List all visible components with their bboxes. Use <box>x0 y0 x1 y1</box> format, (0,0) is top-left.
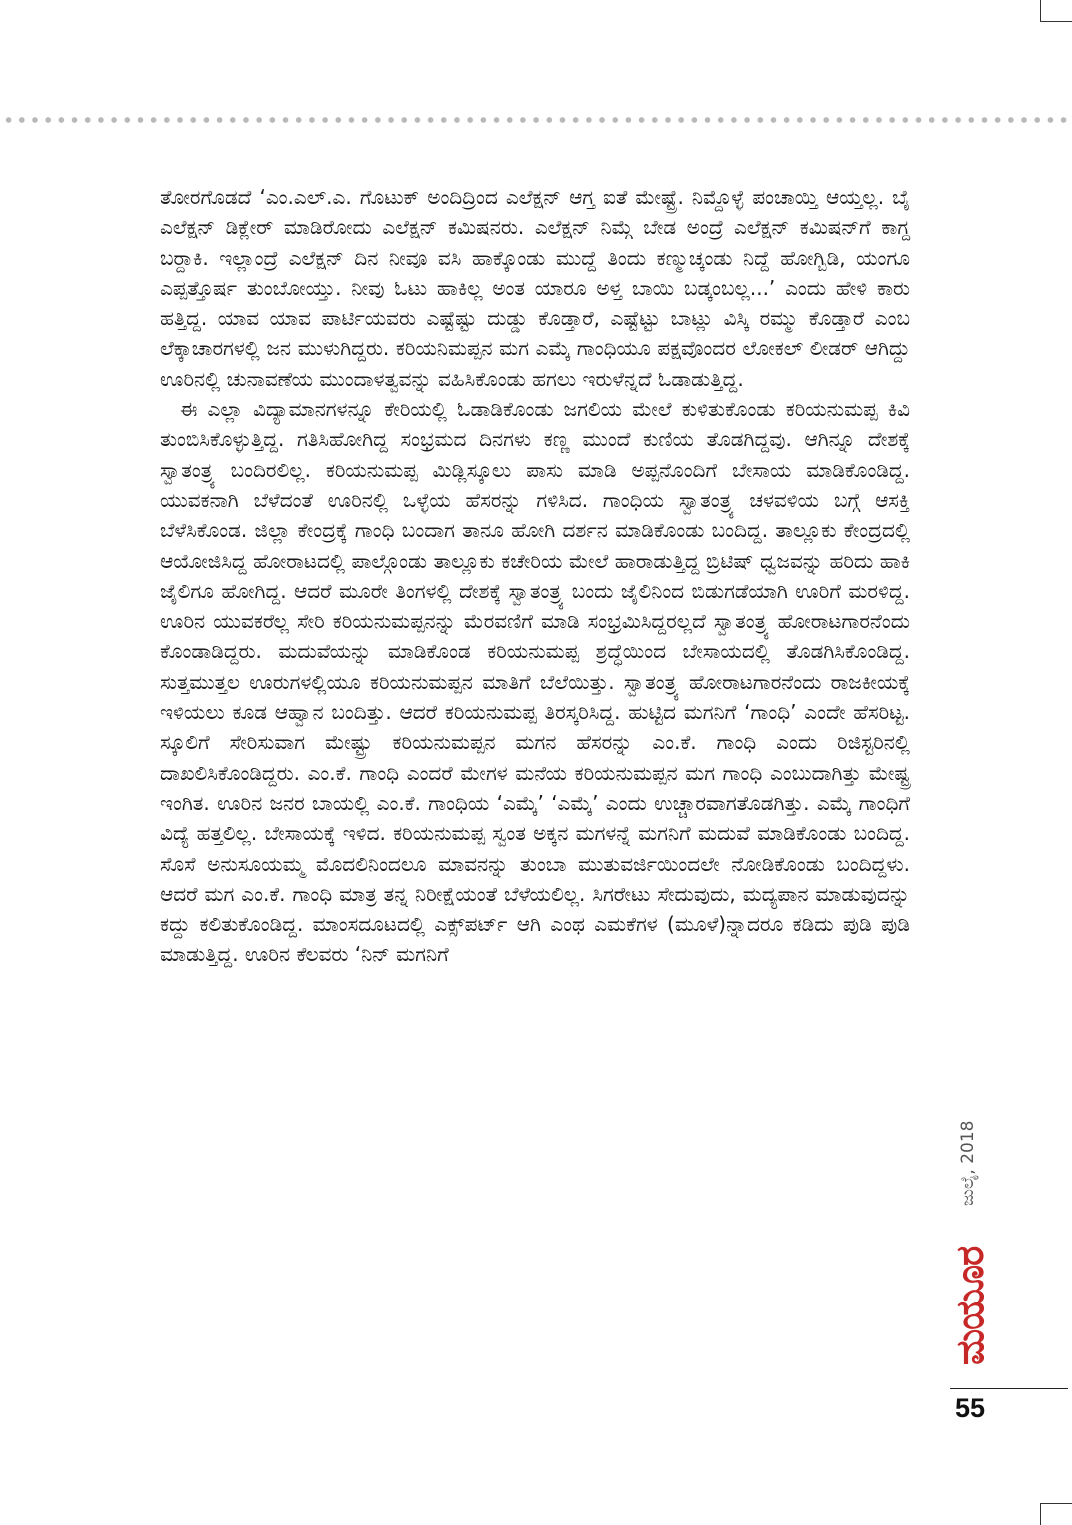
page-number: 55 <box>955 1393 986 1423</box>
issue-date: ಜುಲೈ, 2018 <box>958 1120 978 1206</box>
paragraph: ಈ ಎಲ್ಲಾ ವಿದ್ಯಾಮಾನಗಳನ್ನೂ ಕೇರಿಯಲ್ಲಿ ಓಡಾಡಿಕೊಂಡು ಜಗಲಿಯ ಮೇಲೆ ಕುಳಿತುಕೊಂಡು ಕರಿಯನುಮಪ್ಪ ಕಿವಿ ತುಂಬಿಸಿಕೊಳ್ಳುತ್ತಿದ್ದ. ಗತಿಸಿಹೋಗಿದ್ದ ಸಂಭ್ರಮದ ದಿನಗಳು ಕಣ್ಣ ಮುಂದೆ ಕುಣಿಯ ತೊಡಗಿದ್ದವು. ಆಗಿನ್ನೂ ದೇಶಕ್ಕೆ ಸ್ವಾತಂತ್ರ್ಯ ಬಂದಿರಲಿಲ್ಲ. ಕರಿಯನುಮಪ್ಪ ಮಿಡ್ಲಿಸ್ಕೂಲು ಪಾಸು ಮಾಡಿ ಅಪ್ಪನೊಂದಿಗೆ ಬೇಸಾಯ ಮಾಡಿಕೊಂಡಿದ್ದ. ಯುವಕನಾಗಿ ಬೆಳೆದಂತೆ ಊರಿನಲ್ಲಿ ಒಳ್ಳೆಯ ಹೆಸರನ್ನು ಗಳಿಸಿದ. ಗಾಂಧಿಯ ಸ್ವಾತಂತ್ರ್ಯ ಚಳವಳಿಯ ಬಗ್ಗೆ ಆಸಕ್ತಿ ಬೆಳೆಸಿಕೊಂಡ. ಜಿಲ್ಲಾ ಕೇಂದ್ರಕ್ಕೆ ಗಾಂಧಿ ಬಂದಾಗ ತಾನೂ ಹೋಗಿ ದರ್ಶನ ಮಾಡಿಕೊಂಡು ಬಂದಿದ್ದ. ತಾಲ್ಲೂಕು ಕೇಂದ್ರದಲ್ಲಿ ಆಯೋಜಿಸಿದ್ದ ಹೋರಾಟದಲ್ಲಿ ಪಾಲ್ಗೊಂಡು ತಾಲ್ಲೂಕು ಕಚೇರಿಯ ಮೇಲೆ ಹಾರಾಡುತ್ತಿದ್ದ ಬ್ರಿಟಿಷ್ ಧ್ವಜವನ್ನು ಹರಿದು ಹಾಕಿ ಜೈಲಿಗೂ ಹೋಗಿದ್ದ. ಆದರೆ ಮೂರೇ ತಿಂಗಳಲ್ಲಿ ದೇಶಕ್ಕೆ ಸ್ವಾತಂತ್ರ್ಯ ಬಂದು ಜೈಲಿನಿಂದ ಬಿಡುಗಡೆಯಾಗಿ ಊರಿಗೆ ಮರಳಿದ್ದ. ಊರಿನ ಯುವಕರೆಲ್ಲ ಸೇರಿ ಕರಿಯನುಮಪ್ಪನನ್ನು ಮೆರವಣಿಗೆ ಮಾಡಿ ಸಂಭ್ರಮಿಸಿದ್ದರಲ್ಲದೆ ಸ್ವಾತಂತ್ರ್ಯ ಹೋರಾಟಗಾರನೆಂದು ಕೊಂಡಾಡಿದ್ದರು. ಮದುವೆಯನ್ನು ಮಾಡಿಕೊಂಡ ಕರಿಯನುಮಪ್ಪ ಶ್ರದ್ಧೆಯಿಂದ ಬೇಸಾಯದಲ್ಲಿ ತೊಡಗಿಸಿಕೊಂಡಿದ್ದ. ಸುತ್ತಮುತ್ತಲ ಊರುಗಳಲ್ಲಿಯೂ ಕರಿಯನುಮಪ್ಪನ ಮಾತಿಗೆ ಬೆಲೆಯಿತ್ತು. ಸ್ವಾತಂತ್ರ್ಯ ಹೋರಾಟಗಾರನೆಂದು ರಾಜಕೀಯಕ್ಕೆ ಇಳಿಯಲು ಕೂಡ ಆಹ್ವಾನ ಬಂದಿತ್ತು. ಆದರೆ ಕರಿಯನುಮಪ್ಪ ತಿರಸ್ಕರಿಸಿದ್ದ. ಹುಟ್ಟಿದ ಮಗನಿಗೆ ‘ಗಾಂಧಿ’ ಎಂದೇ ಹೆಸರಿಟ್ಟ. ಸ್ಕೂಲಿಗೆ ಸೇರಿಸುವಾಗ ಮೇಷ್ಟ್ರು ಕರಿಯನುಮಪ್ಪನ ಮಗನ ಹೆಸರನ್ನು ಎಂ.ಕೆ. ಗಾಂಧಿ ಎಂದು ರಿಜಿಸ್ಟರಿನಲ್ಲಿ ದಾಖಲಿಸಿಕೊಂಡಿದ್ದರು. ಎಂ.ಕೆ. ಗಾಂಧಿ ಎಂದರೆ ಮೇಗಳ ಮನೆಯ ಕರಿಯನುಮಪ್ಪನ ಮಗ ಗಾಂಧಿ ಎಂಬುದಾಗಿತ್ತು ಮೇಷ್ಟ್ರ ಇಂಗಿತ. ಊರಿನ ಜನರ ಬಾಯಲ್ಲಿ ಎಂ.ಕೆ. ಗಾಂಧಿಯ ‘ಎಮ್ಕೆ’ ‘ಎಮ್ಕೆ’ ಎಂದು ಉಚ್ಚಾರವಾಗತೊಡಗಿತ್ತು. ಎಮ್ಕೆ ಗಾಂಧಿಗೆ ವಿದ್ಯೆ ಹತ್ತಲಿಲ್ಲ. ಬೇಸಾಯಕ್ಕೆ ಇಳಿದ. ಕರಿಯನುಮಪ್ಪ ಸ್ವಂತ ಅಕ್ಕನ ಮಗಳನ್ನೆ ಮಗನಿಗೆ ಮದುವೆ ಮಾಡಿಕೊಂಡು ಬಂದಿದ್ದ. ಸೊಸೆ ಅನುಸೂಯಮ್ಮ ಮೊದಲಿನಿಂದಲೂ ಮಾವನನ್ನು ತುಂಬಾ ಮುತುವರ್ಜಿಯಿಂದಲೇ ನೋಡಿಕೊಂಡು ಬಂದಿದ್ದಳು. ಆದರೆ ಮಗ ಎಂ.ಕೆ. ಗಾಂಧಿ ಮಾತ್ರ ತನ್ನ ನಿರೀಕ್ಷೆಯಂತೆ ಬೆಳೆಯಲಿಲ್ಲ. ಸಿಗರೇಟು ಸೇದುವುದು, ಮದ್ಯಪಾನ ಮಾಡುವುದನ್ನು ಕದ್ದು ಕಲಿತುಕೊಂಡಿದ್ದ. ಮಾಂಸದೂಟದಲ್ಲಿ ಎಕ್ಸ್‌ಪರ್ಟ್ ಆಗಿ ಎಂಥ ಎಮಕೆಗಳ (ಮೂಳೆ)ನ್ನಾದರೂ ಕಡಿದು ಪುಡಿ ಪುಡಿ ಮಾಡುತ್ತಿದ್ದ. ಊರಿನ ಕೆಲವರು ‘ನಿನ್ ಮಗನಿಗೆ <box>160 397 910 967</box>
crop-mark-top <box>1040 0 1072 22</box>
article-body <box>160 182 910 970</box>
page-number-rule <box>950 1388 1068 1389</box>
paragraph: ತೋರಗೊಡದೆ ‘ಎಂ.ಎಲ್.ಎ. ಗೊಟುಕ್ ಅಂದಿದ್ರಿಂದ ಎಲೆಕ್ಷನ್ ಆಗ್ತ ಐತೆ ಮೇಷ್ಟ್ರೆ. ನಿಮ್ದೊಳ್ಳೆ ಪಂಚಾಯ್ತಿ ಆಯ್ತಲ್ಲ. ಬೈ ಎಲೆಕ್ಷನ್ ಡಿಕ್ಲೇರ್ ಮಾಡಿರೋದು ಎಲೆಕ್ಷನ್ ಕಮಿಷನರು. ಎಲೆಕ್ಷನ್ ನಿಮ್ಗೆ ಬೇಡ ಅಂದ್ರೆ ಎಲೆಕ್ಷನ್ ಕಮಿಷನ್‌ಗೆ ಕಾಗ್ದ ಬರ್‍ದಾಕಿ. ಇಲ್ಲಾಂದ್ರೆ ಎಲೆಕ್ಷನ್ ದಿನ ನೀವೂ ವಸಿ ಹಾಕ್ಕೊಂಡು ಮುದ್ದೆ ತಿಂದು ಕಣ್ಮುಚ್ಕಂಡು ನಿದ್ದೆ ಹೋಗ್ಬಿಡಿ, ಯಂಗೂ ಎಪ್ಪತ್ತೊರ್ಷ ತುಂಬೋಯ್ತು. ನೀವು ಓಟು ಹಾಕಿಲ್ಲ ಅಂತ ಯಾರೂ ಅಳ್ತ ಬಾಯಿ ಬಡ್ಕಂಬಲ್ಲ...’ ಎಂದು ಹೇಳಿ ಕಾರು ಹತ್ತಿದ್ದ. ಯಾವ ಯಾವ ಪಾರ್ಟಿಯವರು ಎಷ್ಟೆಷ್ಟು ದುಡ್ಡು ಕೊಡ್ತಾರೆ, ಎಷ್ಟೆಟ್ಟು ಬಾಟ್ಲು ವಿಸ್ಕಿ ರಮ್ಮು ಕೊಡ್ತಾರೆ ಎಂಬ ಲೆಕ್ಕಾಚಾರಗಳಲ್ಲಿ ಜನ ಮುಳುಗಿದ್ದರು. ಕರಿಯನಿಮಪ್ಪನ ಮಗ ಎಮ್ಕೆ ಗಾಂಧಿಯೂ ಪಕ್ಷವೊಂದರ ಲೋಕಲ್ ಲೀಡರ್ ಆಗಿದ್ದು ಊರಿನಲ್ಲಿ ಚುನಾವಣೆಯ ಮುಂದಾಳತ್ವವನ್ನು ವಹಿಸಿಕೊಂಡು ಹಗಲು ಇರುಳೆನ್ನದೆ ಓಡಾಡುತ್ತಿದ್ದ. <box>160 185 910 391</box>
dotted-divider <box>0 116 1072 124</box>
crop-mark-bottom <box>1040 1503 1072 1525</box>
magazine-logo: ಮಯೂರ <box>948 1246 992 1365</box>
